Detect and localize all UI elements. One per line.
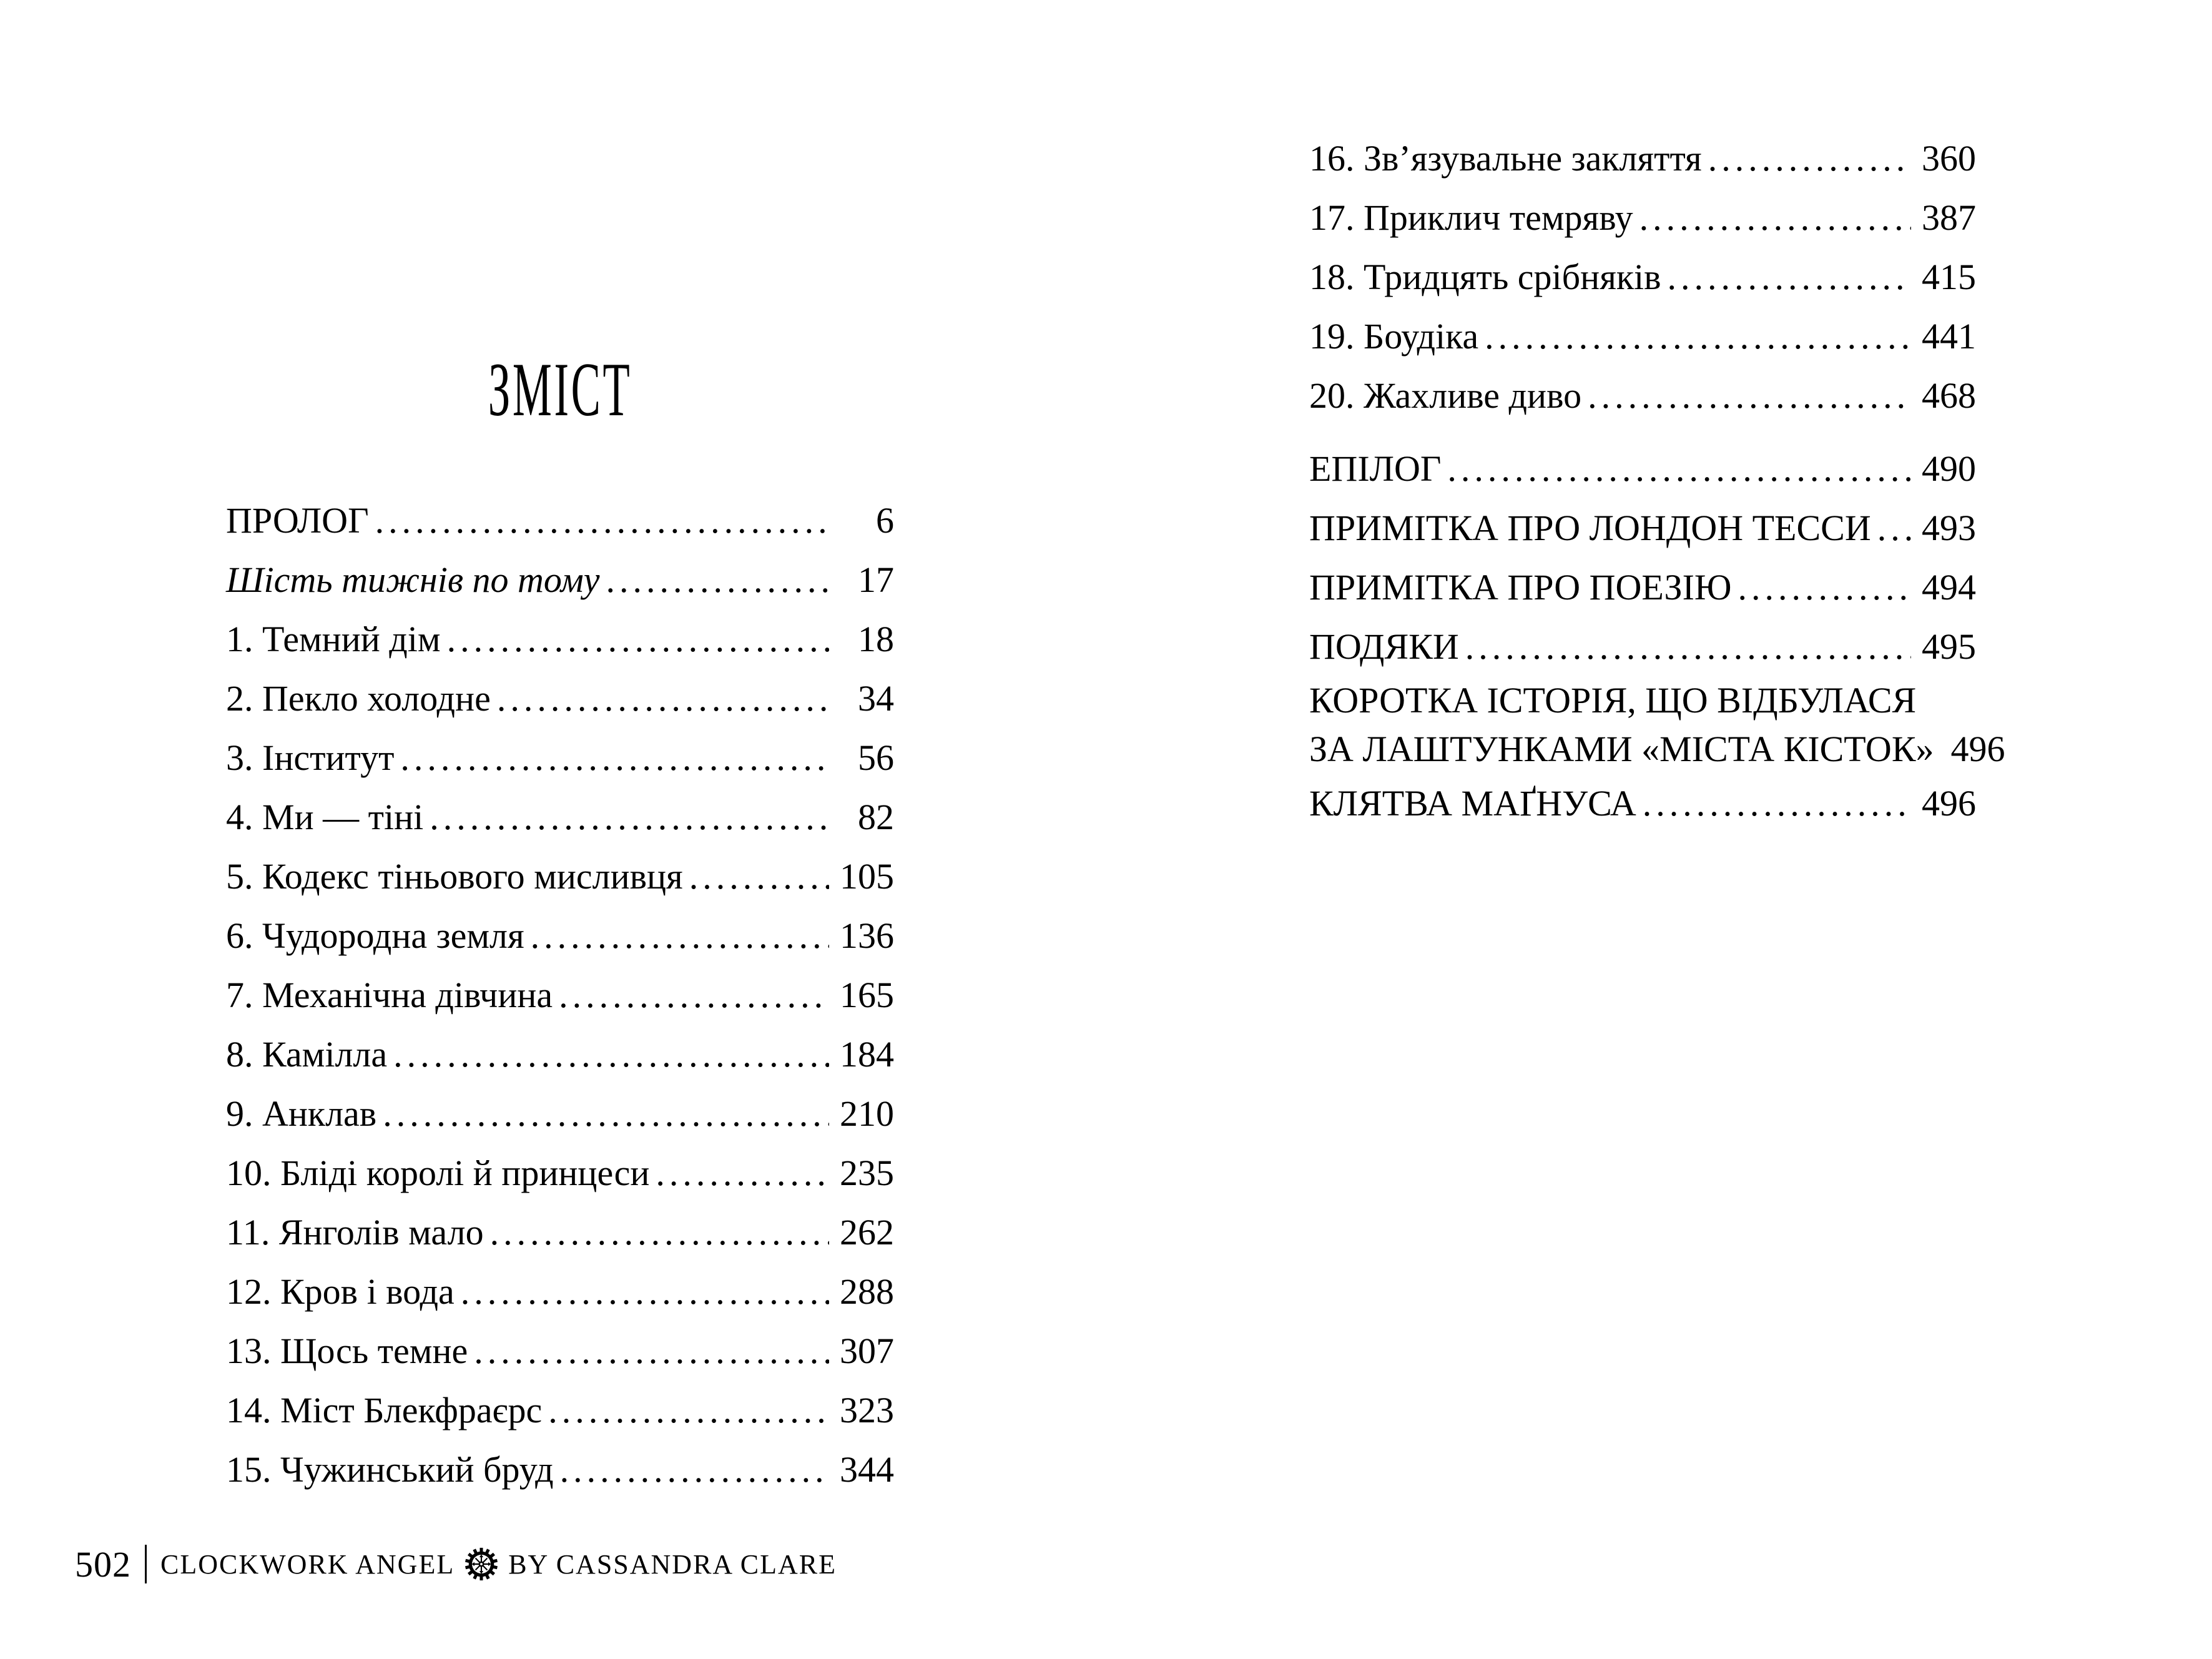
toc-entry-page: 18	[858, 619, 894, 659]
toc-entry-page: 105	[840, 856, 894, 897]
toc-entry-label: ПРИМІТКА ПРО ПОЕЗІЮ	[1309, 567, 1732, 608]
dot-leader	[474, 1321, 829, 1381]
toc-entry	[226, 1262, 894, 1321]
toc-entry	[226, 550, 894, 609]
toc-entry-page: 165	[840, 975, 894, 1015]
dot-leader	[497, 669, 829, 728]
toc-entry	[1309, 617, 1976, 676]
toc-entry-page: 56	[858, 737, 894, 778]
toc-entry-label: ПРОЛОГ	[226, 500, 369, 541]
dot-leader	[531, 906, 829, 965]
toc-entry	[226, 1440, 894, 1499]
toc-entry-label: 8. Камілла	[226, 1034, 388, 1075]
toc-entry-label: 10. Бліді королі й принцеси	[226, 1153, 650, 1193]
toc-entry	[1309, 366, 1976, 425]
toc-entry-page: 360	[1922, 138, 1976, 179]
dot-leader	[383, 1084, 829, 1143]
toc-entry-label: ПОДЯКИ	[1309, 626, 1459, 667]
dot-leader	[430, 787, 829, 847]
toc-entry	[226, 1143, 894, 1203]
page-title-text: ЗМІСТ	[488, 347, 632, 433]
toc-entry	[1309, 676, 1976, 725]
toc-entry-label: ЕПІЛОГ	[1309, 448, 1442, 489]
toc-right-column	[1309, 129, 2005, 833]
dot-leader	[393, 1025, 829, 1084]
dot-leader	[1708, 129, 1911, 188]
dot-leader	[689, 847, 829, 906]
toc-entry-page: 262	[840, 1212, 894, 1253]
toc-entry	[226, 906, 894, 965]
toc-entry	[226, 1203, 894, 1262]
toc-entry-page: 415	[1922, 257, 1976, 297]
dot-leader	[1738, 558, 1911, 617]
footer-author: BY CASSANDRA CLARE	[508, 1548, 837, 1580]
toc-entry-page: 496	[1950, 729, 2005, 769]
toc-entry	[1309, 774, 1976, 833]
toc-entry-page: 468	[1922, 375, 1976, 416]
toc-entry-page: 17	[858, 559, 894, 600]
toc-entry-page: 288	[840, 1271, 894, 1312]
gear-icon	[463, 1546, 499, 1582]
toc-entry-page: 495	[1922, 626, 1976, 667]
dot-leader	[656, 1143, 829, 1203]
toc-entry-page: 136	[840, 915, 894, 956]
toc-entry-page: 441	[1922, 316, 1976, 357]
toc-entry-page: 307	[840, 1331, 894, 1371]
toc-entry	[226, 1025, 894, 1084]
toc-entry-label: ЗА ЛАШТУНКАМИ «МІСТА КІСТОК»	[1309, 729, 1934, 769]
dot-leader	[1643, 774, 1911, 833]
toc-entry	[1309, 725, 2005, 774]
toc-entry-label: 13. Щось темне	[226, 1331, 468, 1371]
toc-entry-page: 344	[840, 1449, 894, 1490]
toc-entry	[1309, 247, 1976, 307]
toc-entry-label: 16. Зв’язувальне закляття	[1309, 138, 1702, 179]
toc-entry-page: 387	[1922, 197, 1976, 238]
dot-leader	[1668, 247, 1911, 307]
toc-entry-label: 20. Жахливе диво	[1309, 375, 1582, 416]
toc-entry	[226, 1321, 894, 1381]
dot-leader	[1877, 498, 1911, 558]
toc-entry-page: 493	[1922, 508, 1976, 548]
toc-entry-label: 4. Ми — тіні	[226, 797, 424, 837]
toc-left-column	[226, 491, 894, 1499]
toc-entry-label: 14. Міст Блекфраєрс	[226, 1390, 543, 1430]
footer-divider	[145, 1545, 147, 1583]
toc-entry	[1309, 307, 1976, 366]
dot-leader	[548, 1381, 829, 1440]
toc-entry-page: 34	[858, 678, 894, 719]
dot-leader	[1588, 366, 1911, 425]
dot-leader	[606, 550, 829, 609]
toc-entry	[226, 787, 894, 847]
toc-entry-label: 11. Янголів мало	[226, 1212, 484, 1253]
toc-entry	[226, 847, 894, 906]
toc-entry-label: 2. Пекло холодне	[226, 678, 491, 719]
toc-entry	[226, 1381, 894, 1440]
column-gap	[1309, 425, 1976, 439]
toc-entry-page: 82	[858, 797, 894, 837]
toc-entry-label: 5. Кодекс тіньового мисливця	[226, 856, 683, 897]
toc-entry-label: 9. Анклав	[226, 1093, 377, 1134]
toc-entry-label: 3. Інститут	[226, 737, 395, 778]
dot-leader	[400, 728, 829, 787]
dot-leader	[375, 491, 829, 550]
toc-entry-page: 323	[840, 1390, 894, 1430]
dot-leader	[559, 965, 829, 1025]
dot-leader	[560, 1440, 829, 1499]
dot-leader	[1639, 188, 1911, 247]
toc-entry-page: 235	[840, 1153, 894, 1193]
toc-entry	[1309, 558, 1976, 617]
footer-book-title: CLOCKWORK ANGEL	[160, 1548, 455, 1580]
toc-entry-page: 496	[1922, 783, 1976, 824]
toc-entry	[1309, 439, 1976, 498]
toc-entry-page: 6	[876, 500, 894, 541]
toc-entry-label: ПРИМІТКА ПРО ЛОНДОН ТЕССИ	[1309, 508, 1871, 548]
toc-entry-label: 17. Приклич темряву	[1309, 197, 1633, 238]
toc-entry	[1309, 498, 1976, 558]
toc-entry	[226, 609, 894, 669]
dot-leader	[1447, 439, 1911, 498]
toc-entry	[226, 728, 894, 787]
toc-entry-label: 18. Тридцять срібняків	[1309, 257, 1661, 297]
toc-entry-label: 1. Темний дім	[226, 619, 441, 659]
dot-leader	[1465, 617, 1911, 676]
page-title	[226, 347, 894, 433]
toc-entry	[226, 965, 894, 1025]
toc-entry-label: КОРОТКА ІСТОРІЯ, ЩО ВІДБУЛАСЯ	[1309, 680, 1917, 721]
dot-leader	[461, 1262, 829, 1321]
toc-entry	[1309, 129, 1976, 188]
toc-entry	[226, 1084, 894, 1143]
dot-leader	[447, 609, 829, 669]
toc-entry	[1309, 188, 1976, 247]
dot-leader	[1485, 307, 1911, 366]
toc-entry-label: 19. Боудіка	[1309, 316, 1479, 357]
toc-entry	[226, 491, 894, 550]
toc-entry-label: 6. Чудородна земля	[226, 915, 524, 956]
toc-entry-label: 12. Кров і вода	[226, 1271, 455, 1312]
toc-entry-page: 490	[1922, 448, 1976, 489]
footer-page-number: 502	[75, 1543, 131, 1585]
toc-entry-label: 7. Механічна дівчина	[226, 975, 553, 1015]
dot-leader	[490, 1203, 829, 1262]
toc-entry	[226, 669, 894, 728]
page-footer	[75, 1537, 837, 1591]
toc-entry-page: 184	[840, 1034, 894, 1075]
toc-entry-label: КЛЯТВА МАҐНУСА	[1309, 783, 1636, 824]
toc-entry-label: Шість тижнів по тому	[226, 559, 600, 600]
toc-entry-label: 15. Чужинський бруд	[226, 1449, 554, 1490]
toc-entry-page: 494	[1922, 567, 1976, 608]
toc-entry-page: 210	[840, 1093, 894, 1134]
